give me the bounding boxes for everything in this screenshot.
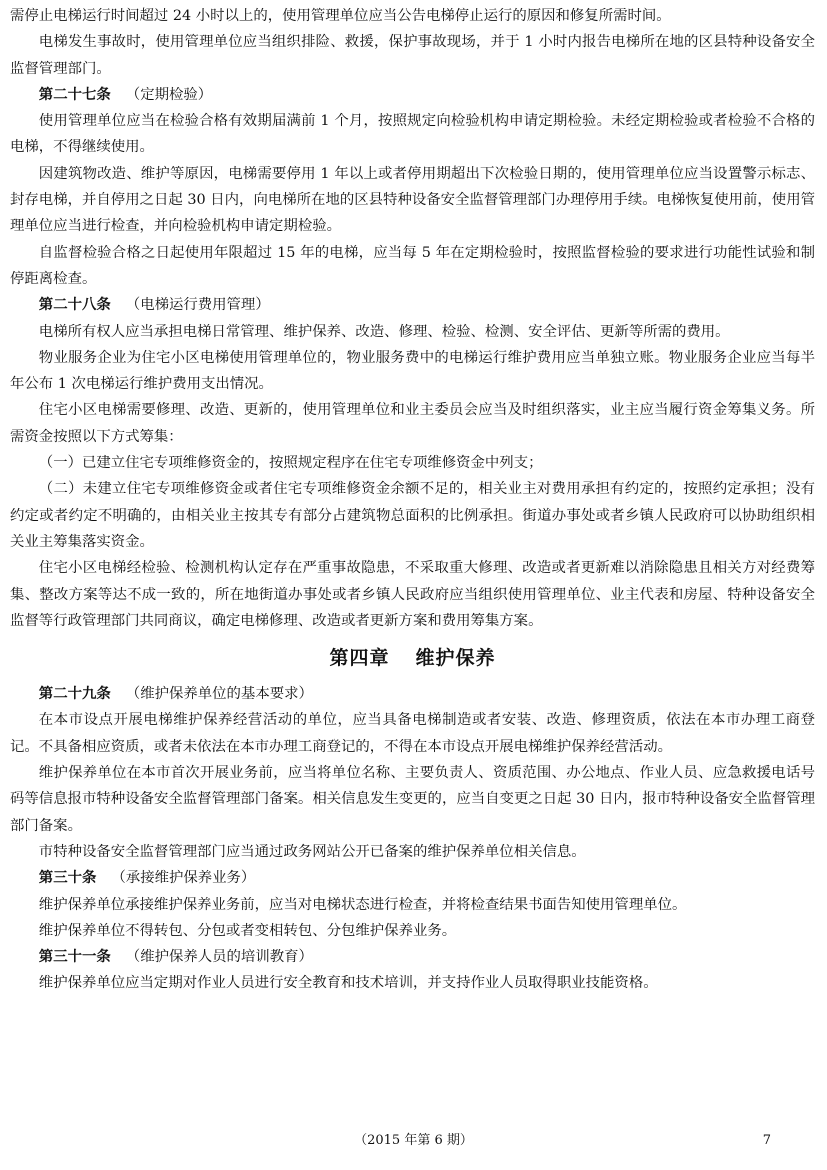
article-title: （承接维护保养业务） <box>111 870 256 887</box>
paragraph: 市特种设备安全监督管理部门应当通过政务网站公开已备案的维护保养单位相关信息。 <box>38 843 586 860</box>
paragraph: 电梯所有权人应当承担电梯日常管理、维护保养、改造、修理、检验、检测、安全评估、更新等所需的费用。 <box>38 323 730 340</box>
paragraph: 维护保养单位承接维护保养业务前，应当对电梯状态进行检查，并将检查结果书面告知使用管理单位。 <box>38 896 687 913</box>
paragraph: 维护保养单位在本市首次开展业务前，应当将单位名称、主要负责人、资质范围、办公地点、作业人员、应急救援电话号码等信息报市特种设备安全监督管理部门备案。相关信息发生变更的，应当自变更之日起 30 日内，报市特种设备安全监督管理部门备案。 <box>10 765 815 834</box>
list-item: （一）已建立住宅专项维修资金的，按照规定程序在住宅专项维修资金中列支； <box>38 455 543 472</box>
article-title: （定期检验） <box>125 86 213 103</box>
paragraph: 因建筑物改造、维护等原因，电梯需要停用 1 年以上或者停用期超出下次检验日期的，使用管理单位应当设置警示标志、封存电梯，并自停用之日起 30 日内，向电梯所在地的区县特种设备安全监督管理部门办理停用手续。电梯恢复使用前，使用管理单位应当进行检查，并向检验机构申请定期检验。 <box>10 165 815 235</box>
paragraph: 电梯发生事故时，使用管理单位应当组织排险、救援，保护事故现场，并于 1 小时内报告电梯所在地的区县特种设备安全监督管理部门。 <box>10 34 815 77</box>
article-heading-30 <box>10 865 815 891</box>
chapter-title: 维护保养 <box>415 647 496 670</box>
article-number: 第二十九条 <box>38 685 111 703</box>
article-number: 第三十条 <box>38 869 97 887</box>
article-number: 第二十八条 <box>38 296 111 314</box>
article-heading-27 <box>10 82 815 108</box>
paragraph: 住宅小区电梯经检验、检测机构认定存在严重事故隐患，不采取重大修理、改造或者更新难以消除隐患且相关方对经费筹集、整改方案等达不成一致的，所在地街道办事处或者乡镇人民政府应当组织使用管理单位、业主代表和房屋、特种设备安全监督等行政管理部门共同商议，确定电梯修理、改造或者更新方案和费用筹集方案。 <box>10 560 815 629</box>
article-title: （电梯运行费用管理） <box>125 297 270 314</box>
chapter-heading <box>10 643 815 673</box>
chapter-number: 第四章 <box>329 647 390 670</box>
paragraph: 住宅小区电梯需要修理、改造、更新的，使用管理单位和业主委员会应当及时组织落实，业主应当履行资金筹集义务。所需资金按照以下方式筹集： <box>10 402 815 445</box>
article-number: 第二十七条 <box>38 85 111 103</box>
paragraph: 使用管理单位应当在检验合格有效期届满前 1 个月，按照规定向检验机构申请定期检验。未经定期检验或者检验不合格的电梯，不得继续使用。 <box>10 113 815 156</box>
article-title: （维护保养人员的培训教育） <box>125 949 313 966</box>
page-footer <box>0 1128 827 1154</box>
paragraph: 维护保养单位不得转包、分包或者变相转包、分包维护保养业务。 <box>38 922 457 939</box>
paragraph: 物业服务企业为住宅小区电梯使用管理单位的，物业服务费中的电梯运行维护费用应当单独立账。物业服务企业应当每半年公布 1 次电梯运行维护费用支出情况。 <box>10 349 815 393</box>
article-heading-31 <box>10 944 815 970</box>
page-number: 7 <box>762 1133 771 1148</box>
paragraph: 维护保养单位应当定期对作业人员进行安全教育和技术培训，并支持作业人员取得职业技能资格。 <box>38 975 658 992</box>
issue-label: （2015 年第 6 期） <box>354 1133 473 1148</box>
article-title: （维护保养单位的基本要求） <box>125 686 313 703</box>
list-item: （二）未建立住宅专项维修资金或者住宅专项维修资金余额不足的，相关业主对费用承担有约定的，按照约定承担；没有约定或者约定不明确的，由相关业主按其专有部分占建筑物总面积的比例承担。街道办事处或者乡镇人民政府可以协助组织相关业主筹集落实资金。 <box>10 481 815 550</box>
paragraph: 在本市设点开展电梯维护保养经营活动的单位，应当具备电梯制造或者安装、改造、修理资质，依法在本市办理工商登记。不具备相应资质，或者未依法在本市办理工商登记的，不得在本市设点开展电梯维护保养经营活动。 <box>10 712 815 755</box>
article-heading-29 <box>10 681 815 707</box>
article-number: 第三十一条 <box>38 948 111 966</box>
article-heading-28 <box>10 292 815 318</box>
paragraph: 自监督检验合格之日起使用年限超过 15 年的电梯，应当每 5 年在定期检验时，按照监督检验的要求进行功能性试验和制停距离检查。 <box>10 244 815 287</box>
paragraph: 需停止电梯运行时间超过 24 小时以上的，使用管理单位应当公告电梯停止运行的原因和修复所需时间。 <box>10 8 671 24</box>
